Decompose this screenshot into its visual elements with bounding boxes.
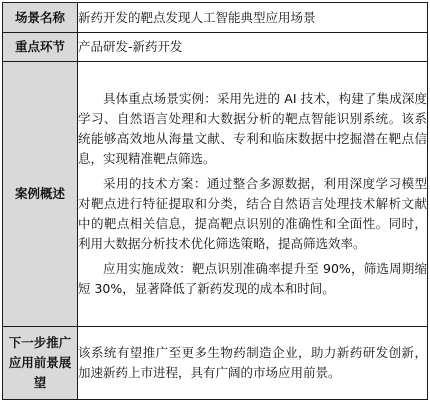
row-key-link (3, 33, 428, 62)
overview-paragraph-scenario: 具体重点场景实例：采用先进的 AI 技术，构建了集成深度学习、自然语言处理和大数据分析的靶点智能识别系统。该系统能够高效地从海量文献、专利和临床数据中挖掘潜在靶点信息，实现精准靶点筛选。 (78, 91, 427, 166)
outlook-label: 下一步推广应用前景展望 (3, 327, 78, 400)
row-outlook (3, 327, 428, 400)
overview-paragraph-results: 应用实施成效：靶点识别准确率提升至 90%，筛选周期缩短 30%，显著降低了新药发现的成本和时间。 (78, 261, 427, 296)
key-link-value: 产品研发-新药开发 (78, 33, 428, 62)
case-table (2, 2, 428, 400)
outlook-text: 该系统有望推广至更多生物药制造企业，助力新药研发创新，加速新药上市进程，具有广阔的市场应用前景。 (78, 345, 427, 380)
overview-paragraph-technology: 采用的技术方案：通过整合多源数据，利用深度学习模型对靶点进行特征提取和分类，结合自然语言处理技术解析文献中的靶点相关信息，提高靶点识别的准确性和全面性。同时，利用大数据分析技术优化筛选策略，提高筛选效率。 (78, 176, 427, 251)
row-scene-name (3, 3, 428, 33)
row-case-overview (3, 62, 428, 327)
scene-name-label: 场景名称 (3, 3, 78, 33)
case-overview-content (78, 62, 428, 327)
scene-name-value: 新药开发的靶点发现人工智能典型应用场景 (78, 3, 428, 33)
case-overview-label: 案例概述 (3, 62, 78, 327)
key-link-label: 重点环节 (3, 33, 78, 62)
case-document (2, 2, 428, 402)
outlook-value (78, 327, 428, 400)
